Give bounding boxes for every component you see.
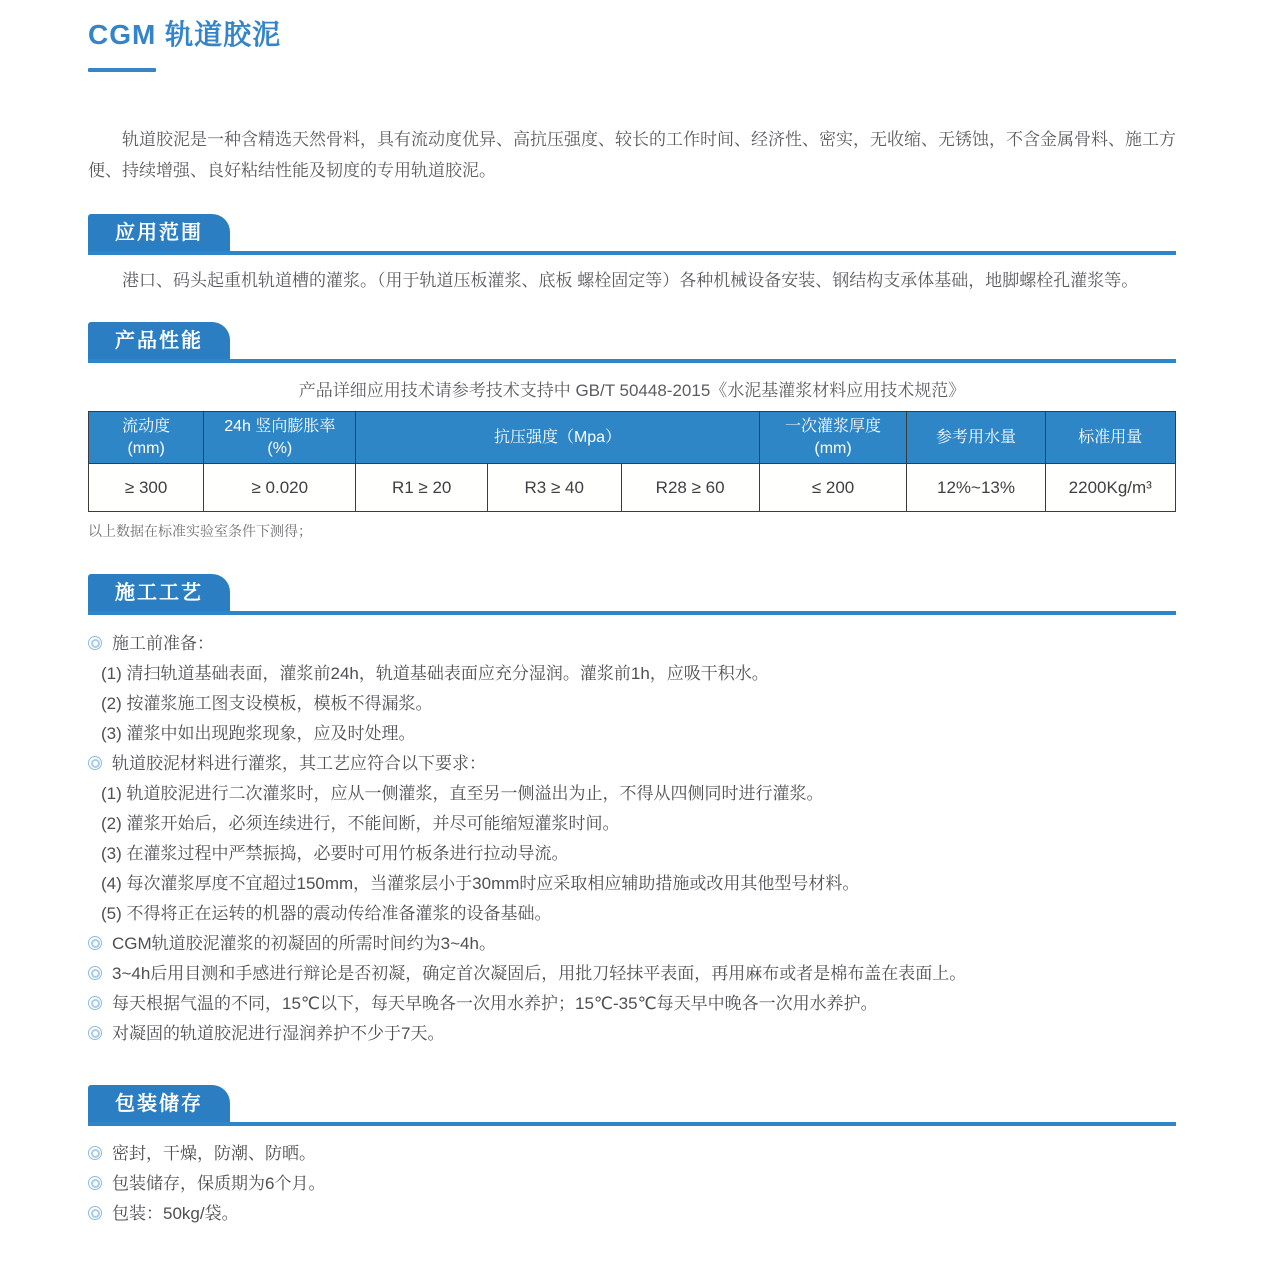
list-item: (5) 不得将正在运转的机器的震动传给准备灌浆的设备基础。 bbox=[101, 904, 552, 923]
header-standard-dosage: 标准用量 bbox=[1045, 412, 1175, 464]
section-tab-label: 施工工艺 bbox=[115, 582, 203, 604]
list-item: CGM轨道胶泥灌浆的初凝固的所需时间约为3~4h。 bbox=[88, 933, 1176, 955]
list-item: (1) 轨道胶泥进行二次灌浆时，应从一侧灌浆，直至另一侧溢出为止，不得从四侧同时进行灌浆。 bbox=[101, 784, 824, 803]
list-item: (1) 清扫轨道基础表面，灌浆前24h，轨道基础表面应充分湿润。灌浆前1h，应吸干积水。 bbox=[101, 664, 769, 683]
standard-reference-note: 产品详细应用技术请参考技术支持中 GB/T 50448-2015《水泥基灌浆材料应用技术规范》 bbox=[298, 381, 966, 400]
section-header-application bbox=[88, 214, 1176, 255]
cell-r28-value: R28 ≥ 60 bbox=[621, 464, 759, 512]
cell-flow-value: ≥ 300 bbox=[89, 464, 204, 512]
ring-bullet-icon bbox=[88, 996, 102, 1010]
header-water-amount: 参考用水量 bbox=[907, 412, 1045, 464]
list-item: (2) 按灌浆施工图支设模板，模板不得漏浆。 bbox=[101, 694, 433, 713]
ring-bullet-icon bbox=[88, 936, 102, 950]
list-item: 3~4h后用目测和手感进行辩论是否初凝，确定首次凝固后，用批刀轻抹平表面，再用麻布或者是棉布盖在表面上。 bbox=[88, 963, 1176, 985]
section-tab-performance bbox=[88, 322, 230, 359]
cell-thickness-value: ≤ 200 bbox=[759, 464, 907, 512]
cell-water-value: 12%~13% bbox=[907, 464, 1045, 512]
table-header-row bbox=[89, 412, 1176, 464]
list-item: (3) 灌浆中如出现跑浆现象，应及时处理。 bbox=[101, 724, 416, 743]
header-compressive-strength: 抗压强度（Mpa） bbox=[356, 412, 759, 464]
cell-dosage-value: 2200Kg/m³ bbox=[1045, 464, 1175, 512]
ring-bullet-icon bbox=[88, 966, 102, 980]
cell-expansion-value: ≥ 0.020 bbox=[204, 464, 356, 512]
ring-bullet-icon bbox=[88, 756, 102, 770]
page-title: CGM 轨道胶泥 bbox=[88, 19, 282, 50]
packaging-list bbox=[88, 1143, 1176, 1225]
title-underline-divider bbox=[88, 68, 156, 72]
intro-paragraph: 轨道胶泥是一种含精选天然骨料，具有流动度优异、高抗压强度、较长的工作时间、经济性、密实，无收缩、无锈蚀，不含金属骨料、施工方便、持续增强、良好粘结性能及韧度的专用轨道胶泥。 bbox=[88, 130, 1176, 180]
section-header-packaging bbox=[88, 1085, 1176, 1126]
list-item: 每天根据气温的不同，15℃以下，每天早晚各一次用水养护；15℃-35℃每天早中晚各一次用水养护。 bbox=[88, 993, 1176, 1015]
ring-bullet-icon bbox=[88, 1176, 102, 1190]
table-data-row bbox=[89, 464, 1176, 512]
application-paragraph: 港口、码头起重机轨道槽的灌浆。（用于轨道压板灌浆、底板 螺栓固定等）各种机械设备安装、钢结构支承体基础，地脚螺栓孔灌浆等。 bbox=[122, 271, 1139, 290]
ring-bullet-icon bbox=[88, 1206, 102, 1220]
header-expansion: 24h 竖向膨胀率 (%) bbox=[204, 412, 356, 464]
ring-bullet-icon bbox=[88, 636, 102, 650]
header-flow: 流动度 (mm) bbox=[89, 412, 204, 464]
section-header-construction bbox=[88, 574, 1176, 615]
section-tab-label: 产品性能 bbox=[115, 330, 203, 352]
list-item: 包装：50kg/袋。 bbox=[88, 1203, 1176, 1225]
section-tab-application bbox=[88, 214, 230, 251]
list-item: 施工前准备： bbox=[88, 633, 1176, 655]
list-item: 轨道胶泥材料进行灌浆，其工艺应符合以下要求： bbox=[88, 753, 1176, 775]
construction-list bbox=[88, 633, 1176, 1045]
ring-bullet-icon bbox=[88, 1146, 102, 1160]
cell-r3-value: R3 ≥ 40 bbox=[487, 464, 621, 512]
list-item: (3) 在灌浆过程中严禁振捣，必要时可用竹板条进行拉动导流。 bbox=[101, 844, 569, 863]
section-tab-packaging bbox=[88, 1085, 230, 1122]
list-item: 包装储存，保质期为6个月。 bbox=[88, 1173, 1176, 1195]
section-tab-construction bbox=[88, 574, 230, 611]
section-tab-label: 应用范围 bbox=[115, 222, 203, 244]
section-header-performance bbox=[88, 322, 1176, 363]
section-tab-label: 包装储存 bbox=[115, 1093, 203, 1115]
list-item: (4) 每次灌浆厚度不宜超过150mm，当灌浆层小于30mm时应采取相应辅助措施或改用其他型号材料。 bbox=[101, 874, 860, 893]
list-item: 密封，干燥，防潮、防晒。 bbox=[88, 1143, 1176, 1165]
list-item: (2) 灌浆开始后，必须连续进行，不能间断，并尽可能缩短灌浆时间。 bbox=[101, 814, 620, 833]
list-item: 对凝固的轨道胶泥进行湿润养护不少于7天。 bbox=[88, 1023, 1176, 1045]
header-grout-thickness: 一次灌浆厚度 (mm) bbox=[759, 412, 907, 464]
ring-bullet-icon bbox=[88, 1026, 102, 1040]
table-footnote: 以上数据在标准实验室条件下测得； bbox=[88, 523, 312, 539]
performance-table bbox=[88, 411, 1176, 512]
cell-r1-value: R1 ≥ 20 bbox=[356, 464, 488, 512]
